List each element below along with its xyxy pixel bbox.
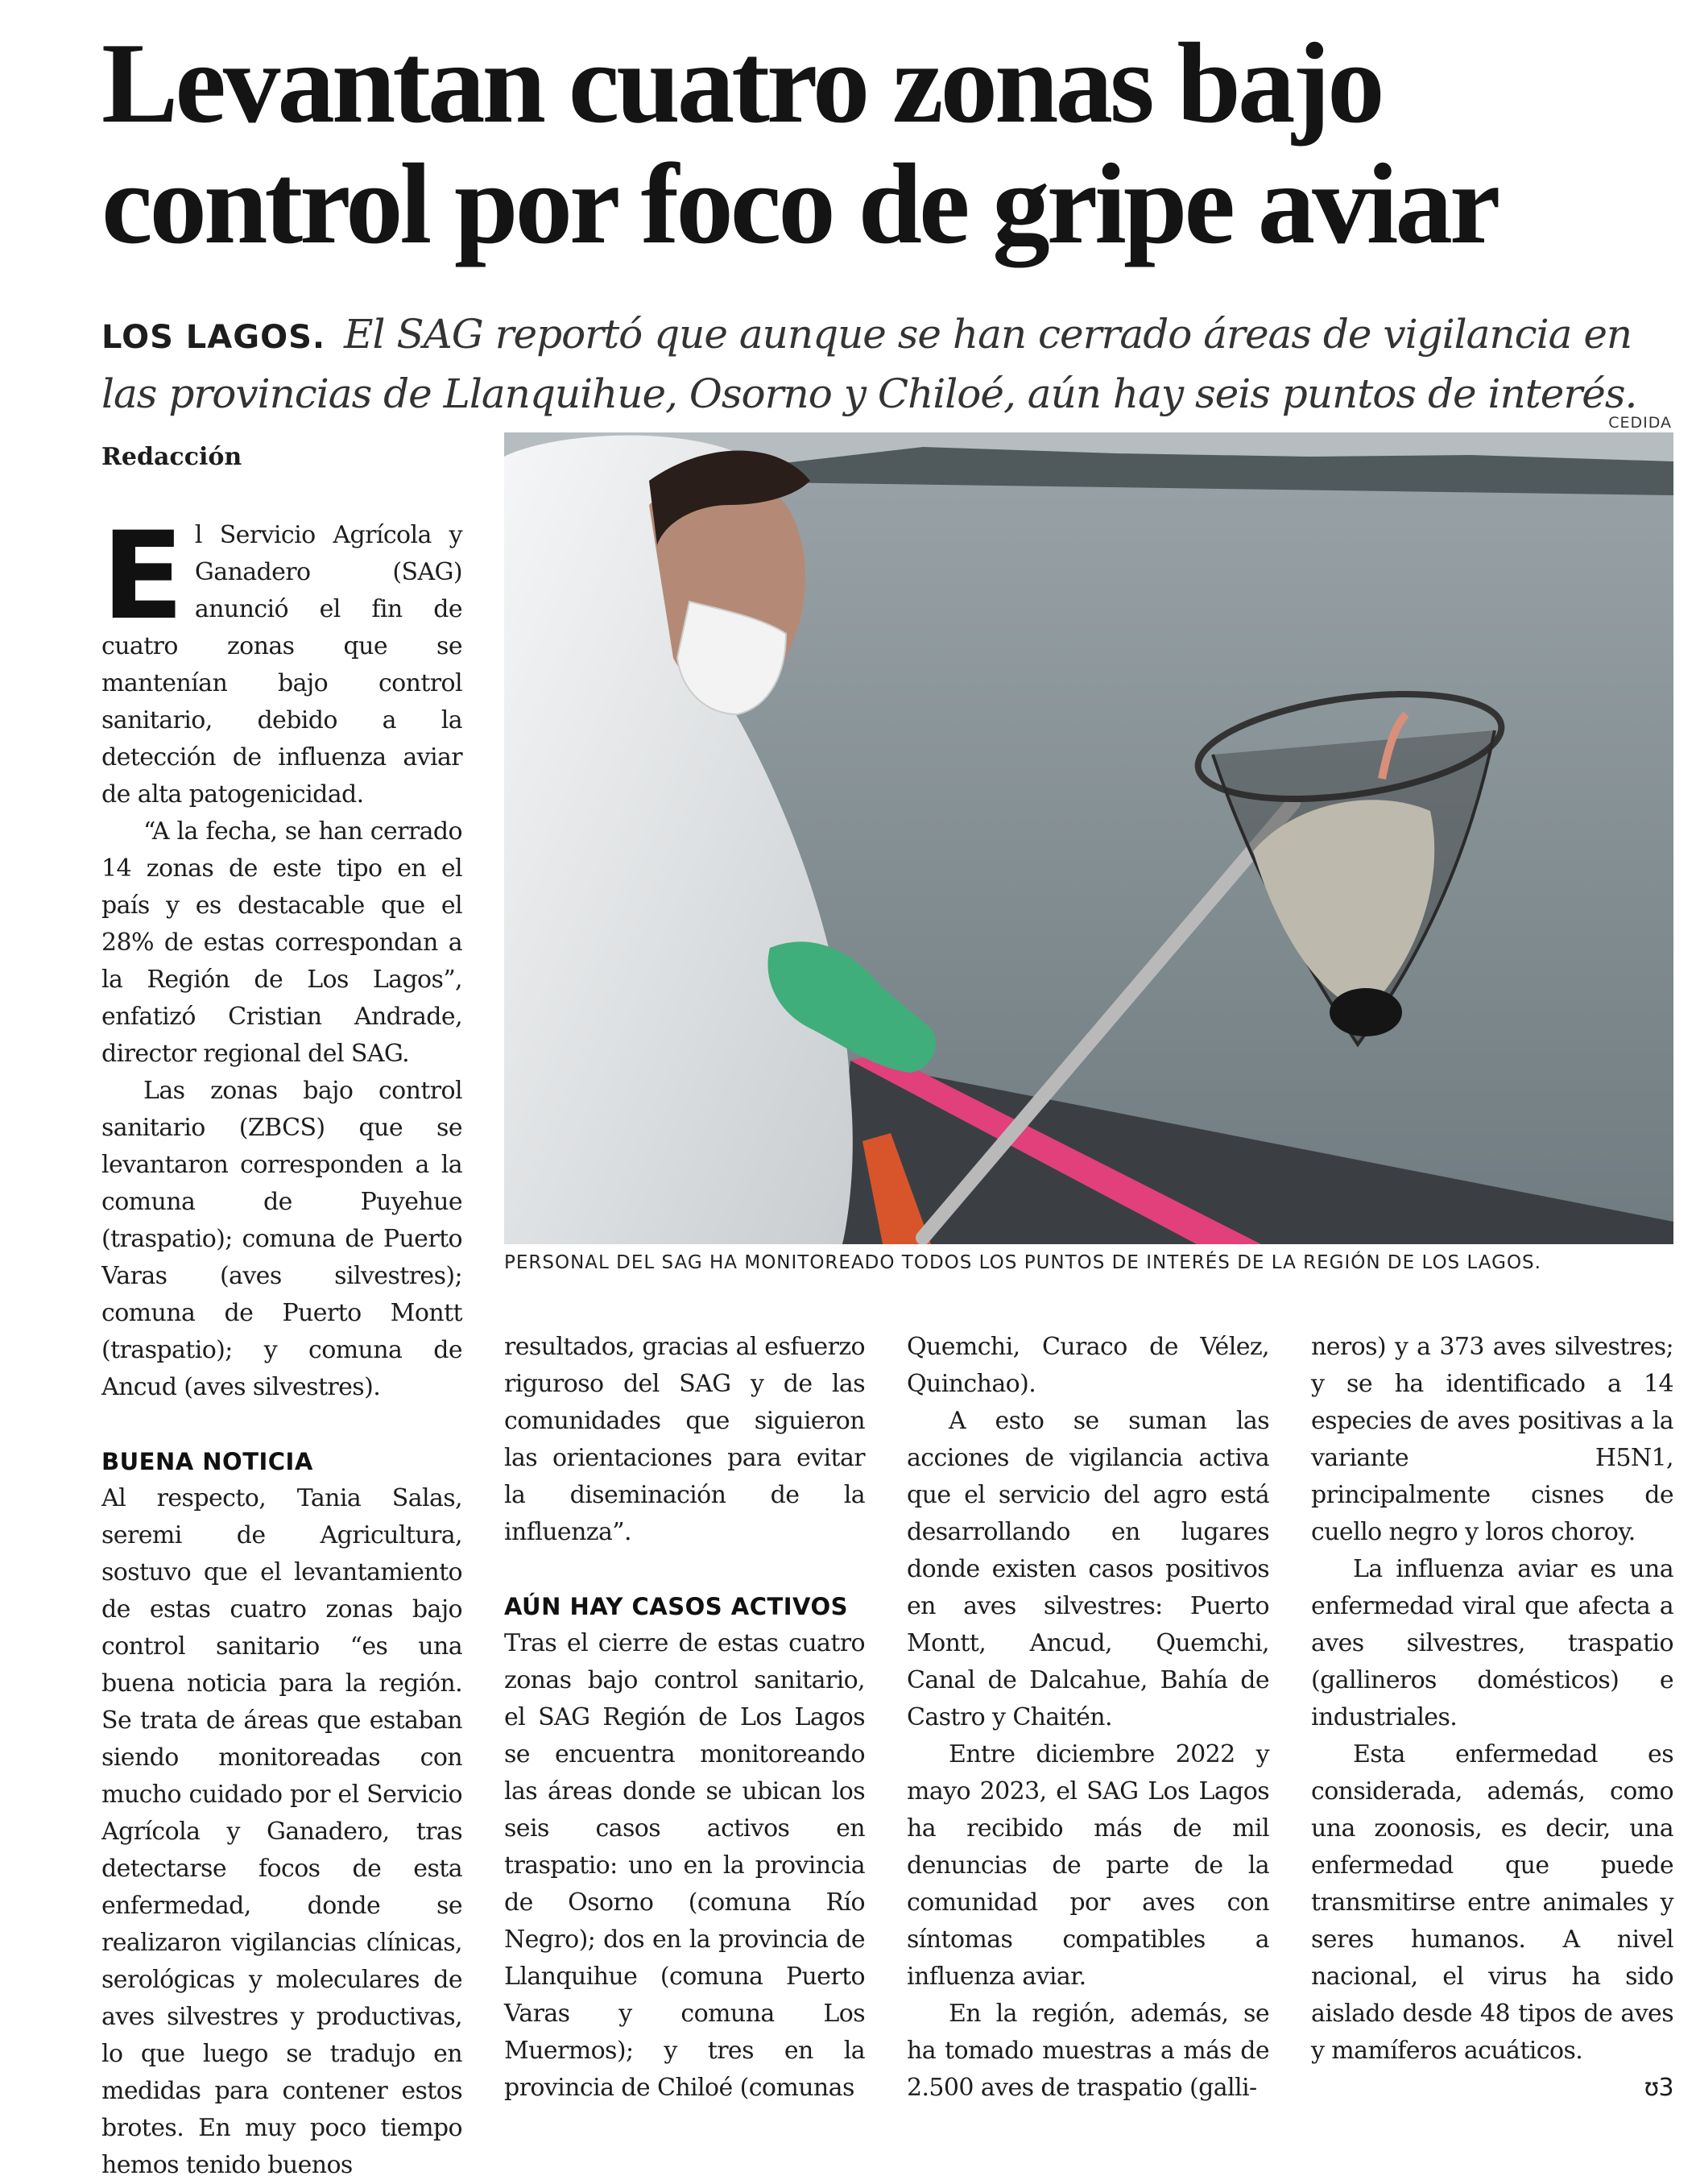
photo-credit: CEDIDA [1608, 414, 1672, 432]
photo-caption: PERSONAL DEL SAG HA MONITOREADO TODOS LOS PUNTOS DE INTERÉS DE LA REGIÓN DE LOS LAGOS. [504, 1252, 1541, 1273]
headline-line-1: Levantan cuatro zonas bajo [101, 19, 1382, 147]
paragraph: Tras el cierre de estas cuatro zonas bajo control sanitario, el SAG Región de Los Lagos se encuentra monitoreando las áreas donde se ubican los seis casos activos en traspatio: uno en la provincia de Osorno (comuna Río Negro); dos en la provincia de Llanquihue (comuna Puerto Varas y comuna Los Muermos); y tres en la provincia de Chiloé (comunas [504, 1629, 865, 2102]
photo-illustration [504, 432, 1673, 1244]
subhead-buena-noticia: BUENA NOTICIA [101, 1448, 313, 1475]
paragraph: La influenza aviar es una enfermedad viral que afecta a aves silvestres, traspatio (gallineros domésticos) e industriales. [1311, 1555, 1673, 1731]
article-column-3 [907, 1329, 1269, 2107]
paragraph: Al respecto, Tania Salas, seremi de Agricultura, sostuvo que el levantamiento de estas cuatro zonas bajo control sanitario “es una buena noticia para la región. Se trata de áreas que estaban siendo monitoreadas con mucho cuidado por el Servicio Agrícola y Ganadero, tras detectarse focos de esta enfermedad, donde se realizaron vigilancias clínicas, serológicas y moleculares de aves silvestres y productivas, lo que luego se tradujo en medidas para contener estos brotes. En muy poco tiempo hemos tenido buenos [101, 1484, 462, 2179]
subhead-aun-hay-casos: AÚN HAY CASOS ACTIVOS [504, 1593, 849, 1620]
paragraph: Quemchi, Curaco de Vélez, Quinchao). [907, 1333, 1269, 1398]
paragraph: Las zonas bajo control sanitario (ZBCS) que se levantaron corresponden a la comuna de Puyehue (traspatio); comuna de Puerto Varas (aves silvestres); comuna de Puerto Montt (traspatio); y comuna de Ancud (aves silvestres). [101, 1077, 462, 1401]
paragraph: Entre diciembre 2022 y mayo 2023, el SAG Los Lagos ha recibido más de mil denuncias de parte de la comunidad por aves con síntomas compatibles a influenza aviar. [907, 1740, 1269, 1991]
article-column-1 [101, 507, 462, 2184]
headline [101, 19, 1680, 267]
paragraph: A esto se suman las acciones de vigilancia activa que el servicio del agro está desarrollando en lugares donde existen casos positivos en aves silvestres: Puerto Montt, Ancud, Quemchi, Canal de Dalcahue, Bahía de Castro y Chaitén. [907, 1407, 1269, 1731]
paragraph: En la región, además, se ha tomado muestras a más de 2.500 aves de traspatio (galli- [907, 2000, 1269, 2102]
article-column-4 [1311, 1329, 1673, 2107]
article-column-2 [504, 1329, 865, 2107]
byline: Redacción [101, 443, 242, 471]
paragraph: Esta enfermedad es considerada, además, como una zoonosis, es decir, una enfermedad que puede transmitirse entre animales y seres humanos. A nivel nacional, el virus ha sido aislado desde 48 tipos de aves y mamíferos acuáticos. [1311, 1740, 1673, 2065]
paragraph: neros) y a 373 aves silvestres; y se ha identificado a 14 especies de aves positivas a la variante H5N1, principalmente cisnes de cuello negro y loros choroy. [1311, 1333, 1673, 1546]
paragraph: l Servicio Agrícola y Ganadero (SAG) anunció el fin de cuatro zonas que se mantenían bajo control sanitario, debido a la detección de influenza aviar de alta patogenicidad. [101, 521, 462, 809]
paragraph: “A la fecha, se han cerrado 14 zonas de este tipo en el país y es destacable que el 28% de estas correspondan a la Región de Los Lagos”, enfatizó Cristian Andrade, director regional del SAG. [101, 817, 462, 1068]
deck-text: El SAG reportó que aunque se han cerrado áreas de vigilancia en las provincias de Llanquihue, Osorno y Chiloé, aún hay seis puntos de interés. [101, 311, 1637, 417]
deck [101, 306, 1680, 422]
end-mark: ʊ3 [1644, 2074, 1673, 2102]
article-photo [504, 432, 1673, 1244]
deck-location: LOS LAGOS. [101, 319, 326, 356]
headline-line-2: control por foco de gripe aviar [101, 140, 1498, 267]
paragraph: resultados, gracias al esfuerzo riguroso del SAG y de las comunidades que siguieron las orientaciones para evitar la diseminación de la influenza”. [504, 1333, 865, 1546]
drop-cap: E [101, 507, 184, 647]
